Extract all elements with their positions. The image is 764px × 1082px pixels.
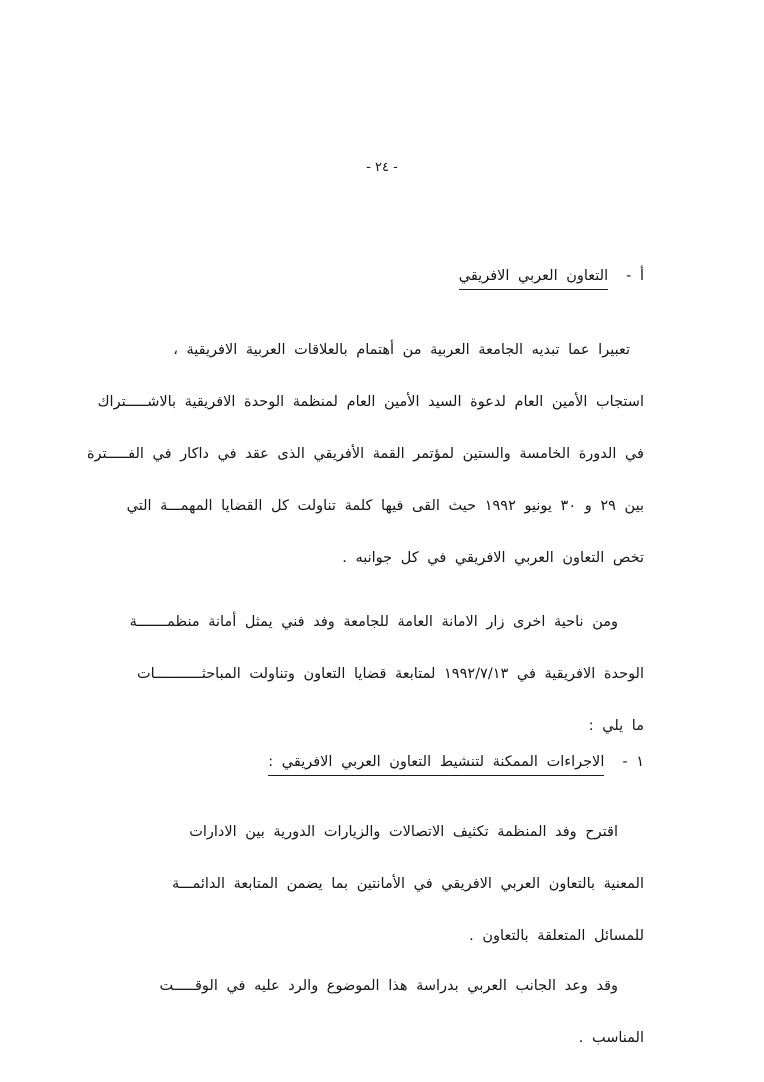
section-heading-a	[459, 268, 644, 290]
heading-1-title: الاجراءات الممكنة لتنشيط التعاون العربي الافريقي :	[268, 754, 604, 776]
heading-1-marker: ١ -	[622, 754, 644, 770]
paragraph-3	[120, 806, 644, 962]
text-line: وقد وعد الجانب العربي بدراسة هذا الموضوع والرد عليه في الوقـــــت	[159, 978, 618, 994]
text-line: ومن ناحية اخرى زار الامانة العامة للجامعة وفد فني يمثل أمانة منظمـــــــة	[129, 614, 618, 630]
paragraph-2	[120, 596, 644, 752]
text-line: في الدورة الخامسة والستين لمؤتمر القمة الأفريقي الذى عقد في داكار في الفـــــترة	[86, 446, 644, 462]
page-number: - ٢٤ -	[366, 160, 398, 175]
text-line: بين ٢٩ و ٣٠ يونيو ١٩٩٢ حيث القى فيها كلمة تناولت كل القضايا المهمـــة التي	[126, 498, 644, 514]
text-line: الوحدة الافريقية في ١٩٩٢/٧/١٣ لمتابعة قضايا التعاون وتناولت المباحثـــــــــــات	[137, 666, 644, 682]
text-line: تعبيرا عما تبديه الجامعة العربية من أهتمام بالعلاقات العربية الافريقية ،	[173, 342, 630, 358]
heading-a-title: التعاون العربي الافريقي	[459, 268, 608, 290]
text-line: للمسائل المتعلقة بالتعاون .	[469, 928, 644, 944]
heading-a-marker: أ -	[626, 268, 644, 284]
paragraph-1	[86, 324, 644, 584]
text-line: المعنية بالتعاون العربي الافريقي في الأمانتين بما يضمن المتابعة الدائمـــة	[171, 876, 644, 892]
text-line: اقترح وفد المنظمة تكثيف الاتصالات والزيارات الدورية بين الادارات	[189, 824, 618, 840]
text-line: استجاب الأمين العام لدعوة السيد الأمين العام لمنظمة الوحدة الافريقية بالاشـــــتراك	[97, 394, 644, 410]
text-line: المناسب .	[578, 1030, 644, 1046]
paragraph-4	[120, 960, 644, 1064]
section-heading-1	[268, 754, 644, 776]
text-line: ما يلي :	[588, 718, 644, 734]
text-line: تخص التعاون العربي الافريقي في كل جوانبه .	[342, 550, 644, 566]
